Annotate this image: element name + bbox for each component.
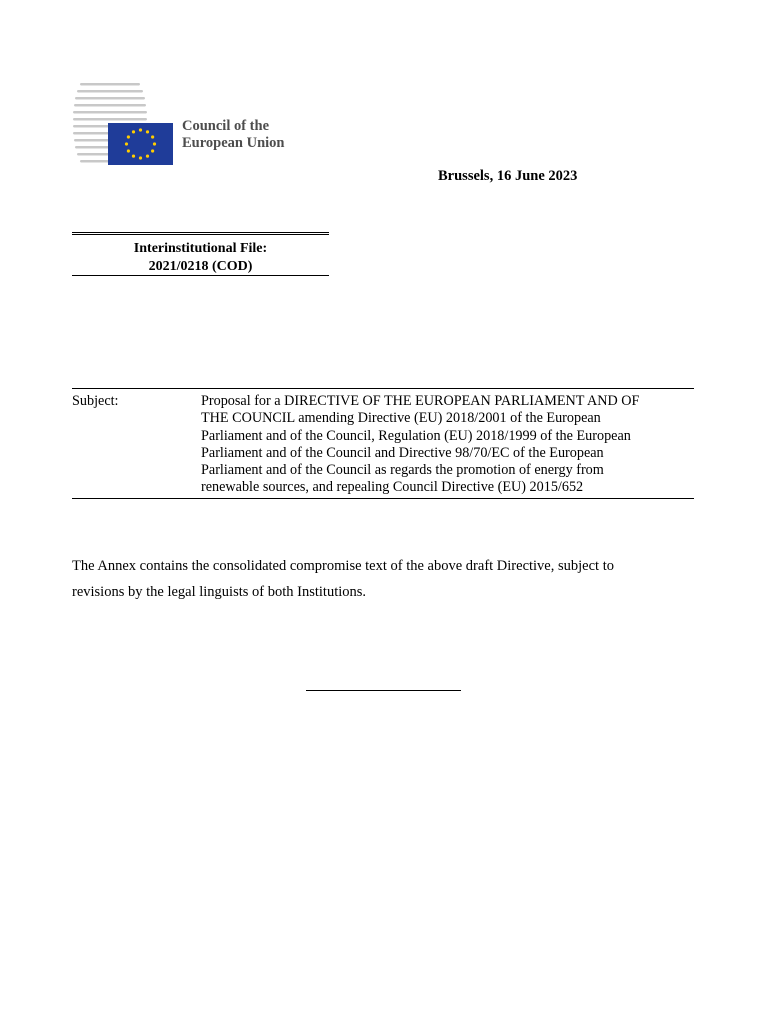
flag-star-icon <box>146 130 149 133</box>
place-date: Brussels, 16 June 2023 <box>438 168 578 184</box>
flag-star-icon <box>146 155 149 158</box>
subject-block <box>72 388 694 499</box>
flag-star-icon <box>151 135 154 138</box>
flag-star-icon <box>139 128 142 131</box>
subject-line: Proposal for a DIRECTIVE OF THE EUROPEAN PARLIAMENT AND OF <box>201 393 640 409</box>
interinstitutional-file-box <box>72 232 329 276</box>
council-emblem-icon <box>72 82 182 168</box>
body-line: revisions by the legal linguists of both Institutions. <box>72 584 367 600</box>
org-name-line1: Council of the <box>182 118 269 134</box>
flag-star-icon <box>153 142 156 145</box>
file-number: 2021/0218 (COD) <box>148 259 253 274</box>
body-paragraph <box>72 553 672 605</box>
subject-line: Parliament and of the Council as regards the promotion of energy from <box>201 462 604 479</box>
organization-name <box>182 118 284 152</box>
subject-line: THE COUNCIL amending Directive (EU) 2018/2001 of the European <box>201 410 601 427</box>
subject-line: renewable sources, and repealing Council Directive (EU) 2015/652 <box>201 479 584 496</box>
subject-line: Parliament and of the Council, Regulation (EU) 2018/1999 of the European <box>201 427 631 444</box>
council-logo <box>72 82 312 168</box>
flag-star-icon <box>132 155 135 158</box>
body-line: The Annex contains the consolidated compromise text of the above draft Directive, subject to <box>72 558 614 574</box>
flag-star-icon <box>127 149 130 152</box>
flag-star-icon <box>132 130 135 133</box>
file-label: Interinstitutional File: <box>133 241 268 256</box>
subject-label: Subject: <box>72 393 119 409</box>
flag-star-icon <box>151 149 154 152</box>
subject-line: Parliament and of the Council and Directive 98/70/EC of the European <box>201 444 604 461</box>
flag-star-icon <box>139 156 142 159</box>
flag-star-icon <box>127 135 130 138</box>
flag-star-icon <box>125 142 128 145</box>
end-rule-divider <box>306 690 461 691</box>
subject-text <box>201 393 694 497</box>
org-name-line2: European Union <box>182 135 285 151</box>
